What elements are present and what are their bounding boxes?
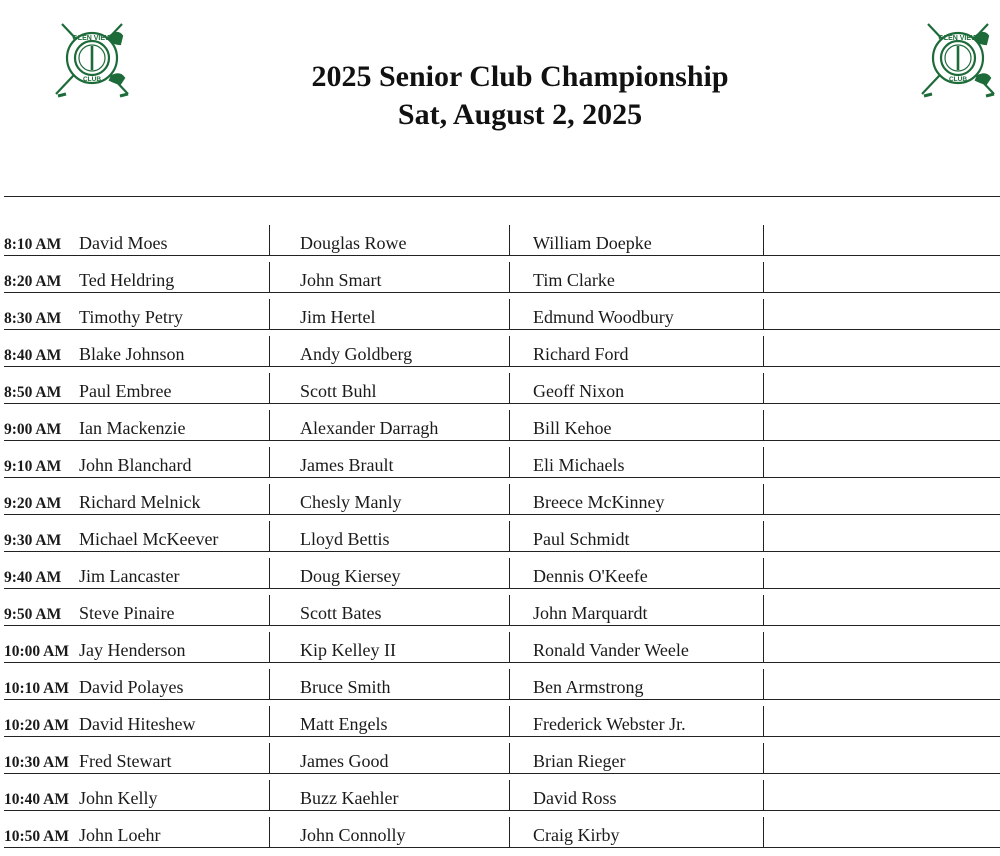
row-divider [4,699,1000,700]
column-divider [269,484,270,514]
column-divider [763,780,764,810]
player-name: Jim Lancaster [79,566,180,586]
column-divider [763,225,764,255]
player-name: Breece McKinney [533,492,665,512]
column-divider [269,410,270,440]
column-divider [269,558,270,588]
column-divider [763,817,764,847]
column-divider [509,706,510,736]
column-divider [509,669,510,699]
column-divider [269,595,270,625]
player-name: Michael McKeever [79,529,219,549]
column-divider [509,558,510,588]
row-divider [4,588,1000,589]
column-divider [763,632,764,662]
column-divider [509,447,510,477]
player-name: Paul Embree [79,381,172,401]
column-divider [269,743,270,773]
column-divider [763,299,764,329]
tee-time: 9:50 AM [4,606,62,623]
tee-time: 9:10 AM [4,458,62,475]
column-divider [763,484,764,514]
row-divider [4,773,1000,774]
player-name: Scott Buhl [300,381,377,401]
player-name: David Hiteshew [79,714,196,734]
tee-time-row [4,410,1000,447]
player-name: Alexander Darragh [300,418,439,438]
column-divider [509,410,510,440]
tee-time-row [4,817,1000,854]
row-divider [4,847,1000,848]
player-name: John Kelly [79,788,158,808]
player-name: Matt Engels [300,714,388,734]
column-divider [509,817,510,847]
row-divider [4,551,1000,552]
tee-time: 8:10 AM [4,236,62,253]
tee-time: 10:50 AM [4,828,70,845]
column-divider [509,632,510,662]
row-divider [4,292,1000,293]
tee-time: 10:30 AM [4,754,70,771]
player-name: John Connolly [300,825,406,845]
player-name: Blake Johnson [79,344,185,364]
tee-time-row [4,336,1000,373]
tee-time-row [4,447,1000,484]
header-divider [4,196,1000,197]
column-divider [763,521,764,551]
tee-time: 9:30 AM [4,532,62,549]
row-divider [4,662,1000,663]
player-name: James Good [300,751,389,771]
column-divider [509,484,510,514]
svg-text:CLUB: CLUB [82,76,102,83]
column-divider [509,780,510,810]
player-name: Lloyd Bettis [300,529,390,549]
player-name: Scott Bates [300,603,382,623]
column-divider [269,447,270,477]
row-divider [4,403,1000,404]
player-name: Ronald Vander Weele [533,640,689,660]
player-name: William Doepke [533,233,652,253]
tee-time-row [4,225,1000,262]
column-divider [763,706,764,736]
player-name: David Ross [533,788,617,808]
player-name: Richard Melnick [79,492,201,512]
column-divider [269,225,270,255]
tee-time-row [4,521,1000,558]
column-divider [509,262,510,292]
tee-time-row [4,632,1000,669]
tee-time: 10:10 AM [4,680,70,697]
svg-text:GLEN VIEW: GLEN VIEW [72,35,112,42]
tee-time: 8:20 AM [4,273,62,290]
column-divider [269,262,270,292]
player-name: Steve Pinaire [79,603,175,623]
player-name: Timothy Petry [79,307,183,327]
column-divider [269,336,270,366]
tee-time: 9:40 AM [4,569,62,586]
player-name: Ben Armstrong [533,677,644,697]
tee-time: 9:00 AM [4,421,62,438]
tee-time-row [4,299,1000,336]
svg-text:CLUB: CLUB [948,76,968,83]
player-name: David Polayes [79,677,184,697]
player-name: Ted Heldring [79,270,175,290]
tee-time: 10:20 AM [4,717,70,734]
row-divider [4,366,1000,367]
column-divider [269,632,270,662]
column-divider [269,706,270,736]
tee-time-row [4,262,1000,299]
column-divider [763,410,764,440]
tee-time-row [4,706,1000,743]
row-divider [4,625,1000,626]
player-name: Edmund Woodbury [533,307,674,327]
tee-time: 8:40 AM [4,347,62,364]
row-divider [4,736,1000,737]
player-name: Eli Michaels [533,455,625,475]
tee-time-row [4,595,1000,632]
player-name: Dennis O'Keefe [533,566,648,586]
column-divider [269,817,270,847]
column-divider [509,521,510,551]
column-divider [763,558,764,588]
page-subtitle-date: Sat, August 2, 2025 [397,98,643,131]
tee-time-row [4,780,1000,817]
player-name: Geoff Nixon [533,381,625,401]
player-name: John Blanchard [79,455,192,475]
row-divider [4,477,1000,478]
row-divider [4,329,1000,330]
tee-time: 10:00 AM [4,643,70,660]
player-name: Craig Kirby [533,825,620,845]
player-name: Jim Hertel [300,307,376,327]
tee-time-row [4,484,1000,521]
tee-time-row [4,373,1000,410]
column-divider [509,336,510,366]
player-name: Bruce Smith [300,677,391,697]
row-divider [4,514,1000,515]
tee-time: 10:40 AM [4,791,70,808]
player-name: Jay Henderson [79,640,186,660]
player-name: Tim Clarke [533,270,615,290]
tee-time-row [4,558,1000,595]
column-divider [763,373,764,403]
column-divider [763,595,764,625]
player-name: Ian Mackenzie [79,418,186,438]
column-divider [763,447,764,477]
player-name: Andy Goldberg [300,344,413,364]
player-name: Douglas Rowe [300,233,407,253]
column-divider [509,299,510,329]
column-divider [269,299,270,329]
tee-times-table [4,225,1000,854]
tee-time-row [4,743,1000,780]
player-name: James Brault [300,455,394,475]
row-divider [4,810,1000,811]
player-name: John Loehr [79,825,161,845]
page-title: 2025 Senior Club Championship [311,60,729,93]
player-name: Fred Stewart [79,751,172,771]
tee-time-row [4,669,1000,706]
player-name: Paul Schmidt [533,529,630,549]
player-name: Richard Ford [533,344,629,364]
player-name: Kip Kelley II [300,640,396,660]
row-divider [4,440,1000,441]
player-name: David Moes [79,233,168,253]
player-name: Frederick Webster Jr. [533,714,686,734]
column-divider [763,743,764,773]
tee-time: 9:20 AM [4,495,62,512]
tee-time: 8:30 AM [4,310,62,327]
player-name: Bill Kehoe [533,418,612,438]
column-divider [509,225,510,255]
column-divider [269,521,270,551]
player-name: Doug Kiersey [300,566,401,586]
column-divider [269,780,270,810]
player-name: Brian Rieger [533,751,626,771]
tee-time: 8:50 AM [4,384,62,401]
svg-text:GLEN VIEW: GLEN VIEW [938,35,978,42]
column-divider [763,669,764,699]
row-divider [4,255,1000,256]
column-divider [763,262,764,292]
player-name: John Marquardt [533,603,648,623]
column-divider [763,336,764,366]
player-name: Chesly Manly [300,492,402,512]
player-name: John Smart [300,270,382,290]
column-divider [269,669,270,699]
column-divider [509,743,510,773]
column-divider [509,595,510,625]
player-name: Buzz Kaehler [300,788,399,808]
column-divider [269,373,270,403]
column-divider [509,373,510,403]
